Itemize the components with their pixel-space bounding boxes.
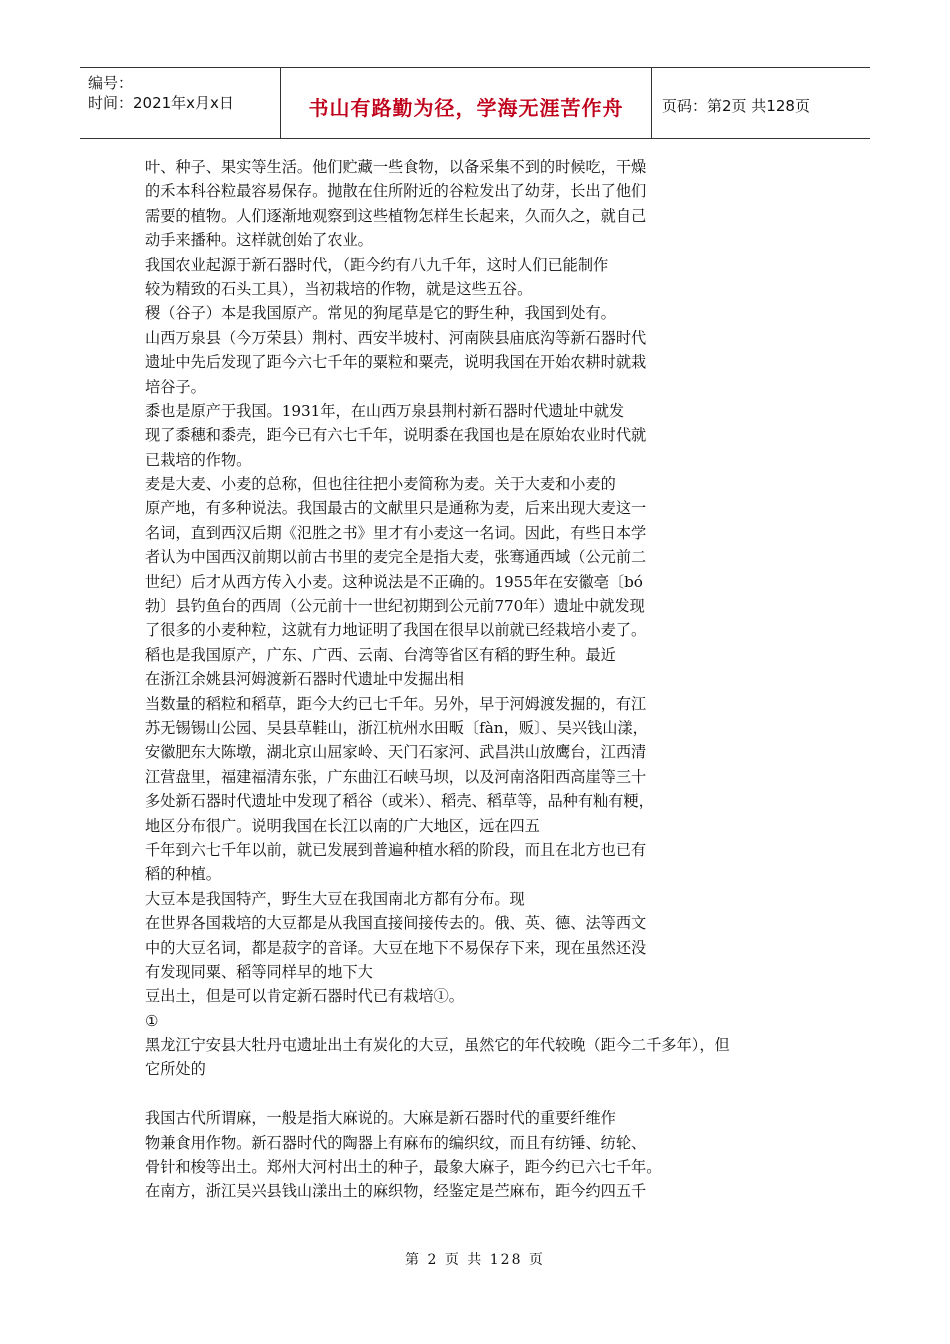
text-line: 世纪）后才从西方传入小麦。这种说法是不正确的。1955年在安徽亳〔bó [145, 572, 643, 591]
text-line: 黍也是原产于我国。1931年，在山西万泉县荆村新石器时代遗址中就发 [145, 401, 625, 420]
text-line: 大豆本是我国特产，野生大豆在我国南北方都有分布。现 [145, 889, 525, 908]
page-footer: 第 2 页 共 128 页 [405, 1252, 545, 1268]
text-line: 我国农业起源于新石器时代，（距今约有八九千年，这时人们已能制作 [145, 255, 609, 274]
text-line: 在世界各国栽培的大豆都是从我国直接间接传去的。俄、英、德、法等西文 [145, 914, 647, 933]
text-line: 骨针和梭等出土。郑州大河村出土的种子，最象大麻子，距今约已六七千年。 [145, 1158, 662, 1177]
text-line: 了很多的小麦种粒，这就有力地证明了我国在很早以前就已经栽培小麦了。 [145, 621, 647, 640]
text-line: 培谷子。 [145, 377, 206, 396]
text-line: 稻也是我国原产，广东、广西、云南、台湾等省区有稻的野生种。最近 [145, 645, 616, 664]
header-motto: 书山有路勤为径，学海无涯苦作舟 [308, 96, 624, 120]
text-line: 江营盘里，福建福清东张，广东曲江石峡马坝，以及河南洛阳西高崖等三十 [145, 767, 647, 786]
document-date-label: 时间：2021年x月x日 [88, 94, 234, 112]
text-line: 勃〕县钓鱼台的西周（公元前十一世纪初期到公元前770年）遗址中就发现 [145, 597, 645, 616]
footnote-marker: ① [145, 1011, 159, 1030]
text-line: 需要的植物。人们逐渐地观察到这些植物怎样生长起来，久而久之，就自己 [145, 206, 647, 225]
header-page-number: 页码：第2页 共128页 [662, 97, 810, 115]
footnote-text: 它所处的 [145, 1060, 206, 1079]
text-line: 苏无锡锡山公园、吴县草鞋山，浙江杭州水田畈〔fàn，贩〕、吴兴钱山漾， [145, 718, 648, 737]
text-line: 稻的种植。 [145, 865, 221, 884]
text-line: 多处新石器时代遗址中发现了稻谷（或米）、稻壳、稻草等，品种有籼有粳， [145, 792, 654, 811]
text-line: 地区分布很广。说明我国在长江以南的广大地区，远在四五 [145, 816, 540, 835]
text-line: 物兼食用作物。新石器时代的陶器上有麻布的编织纹，而且有纺锤、纺轮、 [145, 1133, 647, 1152]
text-line: 的禾本科谷粒最容易保存。抛散在住所附近的谷粒发出了幼芽，长出了他们 [145, 182, 647, 201]
page-header [80, 67, 870, 139]
text-line: 安徽肥东大陈墩，湖北京山屈家岭、天门石家河、武昌洪山放鹰台，江西清 [145, 743, 647, 762]
text-line: 动手来播种。这样就创始了农业。 [145, 231, 373, 250]
text-line: 山西万泉县（今万荣县）荆村、西安半坡村、河南陕县庙底沟等新石器时代 [145, 328, 647, 347]
text-line: 稷（谷子）本是我国原产。常见的狗尾草是它的野生种，我国到处有。 [145, 304, 616, 323]
blank-line [145, 1082, 825, 1106]
text-line: 原产地，有多种说法。我国最古的文献里只是通称为麦，后来出现大麦这一 [145, 499, 647, 518]
text-line: 麦是大麦、小麦的总称，但也往往把小麦简称为麦。关于大麦和小麦的 [145, 475, 616, 494]
text-line: 豆出土，但是可以肯定新石器时代已有栽培①。 [145, 987, 464, 1006]
text-line: 较为精致的石头工具），当初栽培的作物，就是这些五谷。 [145, 279, 533, 298]
text-line: 在浙江余姚县河姆渡新石器时代遗址中发掘出相 [145, 670, 464, 689]
text-line: 有发现同粟、稻等同样早的地下大 [145, 962, 373, 981]
text-line: 我国古代所谓麻，一般是指大麻说的。大麻是新石器时代的重要纤维作 [145, 1109, 616, 1128]
text-line: 千年到六七千年以前，就已发展到普遍种植水稻的阶段，而且在北方也已有 [145, 840, 647, 859]
text-line: 已栽培的作物。 [145, 450, 252, 469]
header-meta-cell [80, 68, 281, 138]
text-line: 现了黍穗和黍壳，距今已有六七千年，说明黍在我国也是在原始农业时代就 [145, 426, 647, 445]
text-line: 中的大豆名词，都是菽字的音译。大豆在地下不易保存下来，现在虽然还没 [145, 938, 647, 957]
text-line: 在南方，浙江吴兴县钱山漾出土的麻织物，经鉴定是苎麻布，距今约四五千 [145, 1182, 647, 1201]
text-line: 叶、种子、果实等生活。他们贮藏一些食物，以备采集不到的时候吃，干燥 [145, 158, 647, 176]
text-line: 遗址中先后发现了距今六七千年的粟粒和粟壳，说明我国在开始农耕时就栽 [145, 353, 647, 372]
document-number-label: 编号： [88, 74, 134, 92]
text-line: 当数量的稻粒和稻草，距今大约已七千年。另外，早于河姆渡发掘的，有江 [145, 694, 647, 713]
header-motto-cell [281, 68, 652, 138]
footnote-text: 黑龙江宁安县大牡丹屯遗址出土有炭化的大豆，虽然它的年代较晚（距今二千多年），但 [145, 1036, 730, 1055]
header-page-cell [652, 68, 870, 138]
document-body [145, 155, 825, 1204]
text-line: 名词，直到西汉后期《氾胜之书》里才有小麦这一名词。因此，有些日本学 [145, 523, 647, 542]
text-line: 者认为中国西汉前期以前古书里的麦完全是指大麦，张骞通西域（公元前二 [145, 548, 647, 567]
